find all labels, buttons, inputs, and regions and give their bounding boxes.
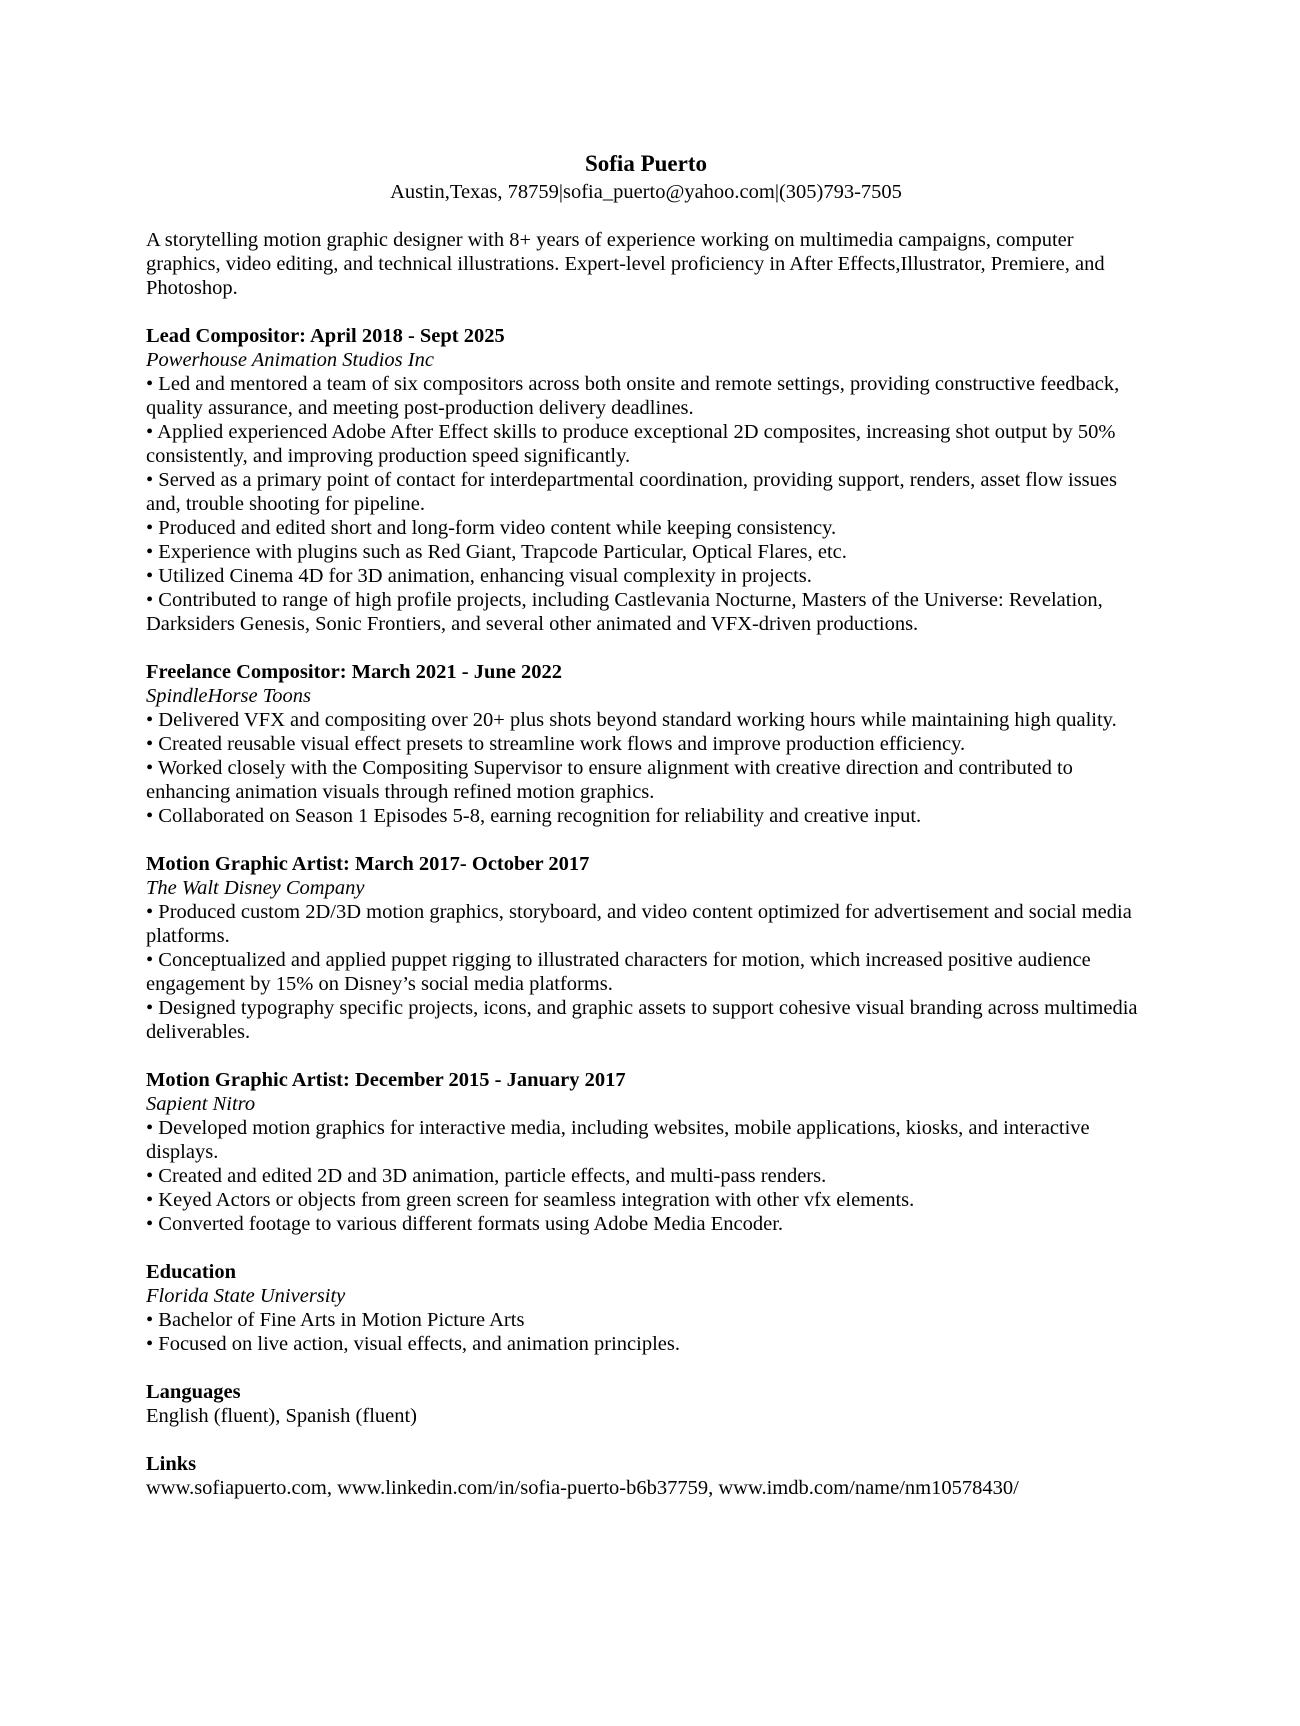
job-title: Freelance Compositor: March 2021 - June 2022 xyxy=(146,661,563,683)
bullet-item: • Collaborated on Season 1 Episodes 5-8, earning recognition for reliability and creative input. xyxy=(146,805,922,827)
education-section xyxy=(146,1260,1146,1356)
bullet-item: • Focused on live action, visual effects, and animation principles. xyxy=(146,1333,680,1355)
job-title: Lead Compositor: April 2018 - Sept 2025 xyxy=(146,325,505,347)
company-name: SpindleHorse Toons xyxy=(146,685,311,707)
bullet-item: • Bachelor of Fine Arts in Motion Picture Arts xyxy=(146,1309,525,1331)
bullet-item: • Utilized Cinema 4D for 3D animation, enhancing visual complexity in projects. xyxy=(146,565,812,587)
languages-text: English (fluent), Spanish (fluent) xyxy=(146,1405,418,1427)
company-name: The Walt Disney Company xyxy=(146,877,365,899)
languages-section xyxy=(146,1380,1146,1428)
section-heading: Education xyxy=(146,1261,236,1283)
resume-header xyxy=(146,148,1146,204)
links-text: www.sofiapuerto.com, www.linkedin.com/in/sofia-puerto-b6b37759, www.imdb.com/name/nm10578430/ xyxy=(146,1477,1019,1499)
bullet-item: • Delivered VFX and compositing over 20+ plus shots beyond standard working hours while maintaining high quality. xyxy=(146,709,1117,731)
candidate-name: Sofia Puerto xyxy=(584,151,707,176)
company-name: Sapient Nitro xyxy=(146,1093,256,1115)
bullet-item: • Contributed to range of high profile projects, including Castlevania Nocturne, Masters of the Universe: Revelation, Darksiders Genesis, Sonic Frontiers, and several other animated and VFX-driven productions. xyxy=(146,589,1103,635)
experience-motion-graphic-disney xyxy=(146,852,1146,1044)
bullet-item: • Applied experienced Adobe After Effect skills to produce exceptional 2D composites, increasing shot output by 50% consistently, and improving production speed significantly. xyxy=(146,421,1116,467)
links-section xyxy=(146,1452,1146,1500)
job-title: Motion Graphic Artist: December 2015 - January 2017 xyxy=(146,1069,626,1091)
professional-summary: A storytelling motion graphic designer with 8+ years of experience working on multimedia campaigns, computer graphics, video editing, and technical illustrations. Expert-level proficiency in After Effects,Illustrator, Premiere, and Photoshop. xyxy=(146,229,1105,299)
bullet-item: • Produced and edited short and long-form video content while keeping consistency. xyxy=(146,517,837,539)
bullet-item: • Created and edited 2D and 3D animation, particle effects, and multi-pass renders. xyxy=(146,1165,827,1187)
bullet-item: • Designed typography specific projects, icons, and graphic assets to support cohesive visual branding across multimedia deliverables. xyxy=(146,997,1138,1043)
bullet-item: • Created reusable visual effect presets to streamline work flows and improve production efficiency. xyxy=(146,733,966,755)
bullet-item: • Keyed Actors or objects from green screen for seamless integration with other vfx elements. xyxy=(146,1189,915,1211)
bullet-item: • Developed motion graphics for interactive media, including websites, mobile applications, kiosks, and interactive displays. xyxy=(146,1117,1090,1163)
bullet-item: • Worked closely with the Compositing Supervisor to ensure alignment with creative direction and contributed to enhancing animation visuals through refined motion graphics. xyxy=(146,757,1073,803)
bullet-item: • Led and mentored a team of six compositors across both onsite and remote settings, providing constructive feedback, quality assurance, and meeting post-production delivery deadlines. xyxy=(146,373,1120,419)
section-heading: Languages xyxy=(146,1381,241,1403)
experience-freelance-compositor xyxy=(146,660,1146,828)
experience-motion-graphic-sapient xyxy=(146,1068,1146,1236)
resume-content xyxy=(146,148,1146,1500)
company-name: Powerhouse Animation Studios Inc xyxy=(146,349,434,371)
bullet-item: • Served as a primary point of contact for interdepartmental coordination, providing support, renders, asset flow issues and, trouble shooting for pipeline. xyxy=(146,469,1117,515)
school-name: Florida State University xyxy=(146,1285,346,1307)
bullet-item: • Produced custom 2D/3D motion graphics, storyboard, and video content optimized for advertisement and social media platforms. xyxy=(146,901,1132,947)
section-heading: Links xyxy=(146,1453,197,1475)
contact-line: Austin,Texas, 78759|sofia_puerto@yahoo.com|(305)793-7505 xyxy=(390,181,902,203)
bullet-item: • Converted footage to various different formats using Adobe Media Encoder. xyxy=(146,1213,784,1235)
bullet-item: • Experience with plugins such as Red Giant, Trapcode Particular, Optical Flares, etc. xyxy=(146,541,847,563)
job-title: Motion Graphic Artist: March 2017- October 2017 xyxy=(146,853,590,875)
bullet-item: • Conceptualized and applied puppet rigging to illustrated characters for motion, which increased positive audience engagement by 15% on Disney’s social media platforms. xyxy=(146,949,1091,995)
experience-lead-compositor xyxy=(146,324,1146,636)
